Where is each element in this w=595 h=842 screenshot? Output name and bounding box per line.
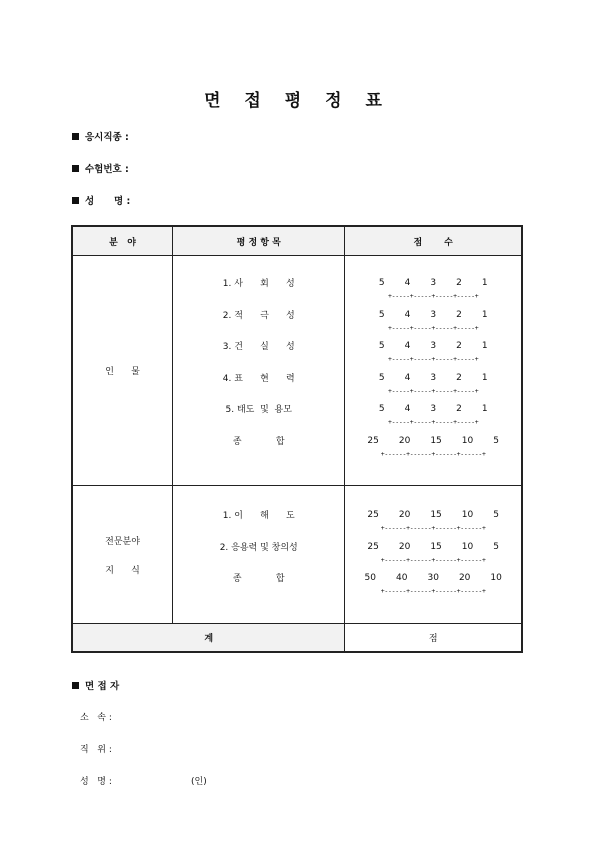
score-scale: 5 4 3 2 1 +-----+-----+-----+-----+ bbox=[378, 278, 488, 300]
job-type-field bbox=[72, 129, 129, 143]
list-item: 4. 표 현 력 bbox=[222, 373, 295, 384]
exam-number-field bbox=[72, 161, 129, 175]
score-scale: 25 20 15 10 5 +------+------+------+------+ bbox=[367, 435, 500, 458]
list-item: 1. 사 회 성 bbox=[222, 279, 295, 289]
total-label: 계 bbox=[72, 624, 345, 653]
scores-personality bbox=[345, 256, 522, 486]
items-expertise bbox=[173, 486, 345, 624]
list-item: 5. 태도 및 용모 bbox=[225, 405, 292, 415]
document-title: 면 접 평 정 표 bbox=[204, 91, 391, 111]
job-type-label: 응시직종 : bbox=[85, 132, 129, 143]
square-bullet-icon bbox=[72, 133, 79, 140]
list-item: 2. 응용력 및 창의성 bbox=[219, 542, 298, 553]
score-scale: 5 4 3 2 1 +-----+-----+-----+-----+ bbox=[378, 404, 488, 426]
scores-expertise bbox=[345, 486, 522, 624]
header-category: 분 야 bbox=[72, 226, 173, 256]
score-scale: 5 4 3 2 1 +-----+-----+-----+-----+ bbox=[378, 341, 488, 363]
category-expertise: 전문분야 지 식 bbox=[72, 486, 173, 624]
name-label: 성 명 : bbox=[85, 196, 131, 207]
header-score: 점 수 bbox=[345, 226, 522, 256]
score-scale: 5 4 3 2 1 +-----+-----+-----+-----+ bbox=[378, 372, 488, 395]
items-personality bbox=[173, 256, 345, 486]
total-row bbox=[72, 624, 522, 653]
exam-number-label: 수험번호 : bbox=[85, 164, 129, 175]
square-bullet-icon bbox=[72, 165, 79, 172]
section-expertise-row bbox=[72, 486, 522, 624]
interviewer-affiliation: 소 속 : bbox=[80, 713, 112, 723]
evaluation-table bbox=[71, 225, 523, 653]
interviewer-position: 직 위 : bbox=[80, 745, 112, 755]
list-item: 3. 건 실 성 bbox=[222, 342, 295, 352]
name-field bbox=[72, 193, 130, 207]
table-header-row bbox=[72, 226, 522, 256]
score-scale: 25 20 15 10 5 +------+------+------+------+ bbox=[367, 510, 500, 532]
seal-mark: (인) bbox=[191, 777, 207, 787]
section-personality-row bbox=[72, 256, 522, 486]
score-scale: 25 20 15 10 5 +------+------+------+------+ bbox=[367, 541, 500, 564]
total-unit: 점 bbox=[345, 624, 522, 653]
score-scale: 50 40 30 20 10 +------+------+------+------+ bbox=[364, 573, 502, 595]
category-personality: 인 물 bbox=[72, 256, 173, 486]
square-bullet-icon bbox=[72, 682, 79, 689]
interviewer-name: 성 명 : bbox=[80, 777, 112, 787]
list-item: 2. 적 극 성 bbox=[222, 310, 295, 321]
square-bullet-icon bbox=[72, 197, 79, 204]
score-scale: 5 4 3 2 1 +-----+-----+-----+-----+ bbox=[378, 309, 488, 332]
list-item: 종 합 bbox=[232, 436, 285, 447]
list-item: 1. 이 해 도 bbox=[222, 511, 295, 521]
header-items: 평 정 항 목 bbox=[173, 226, 345, 256]
interviewer-heading: 면 접 자 bbox=[72, 678, 119, 692]
list-item: 종 합 bbox=[232, 574, 285, 584]
